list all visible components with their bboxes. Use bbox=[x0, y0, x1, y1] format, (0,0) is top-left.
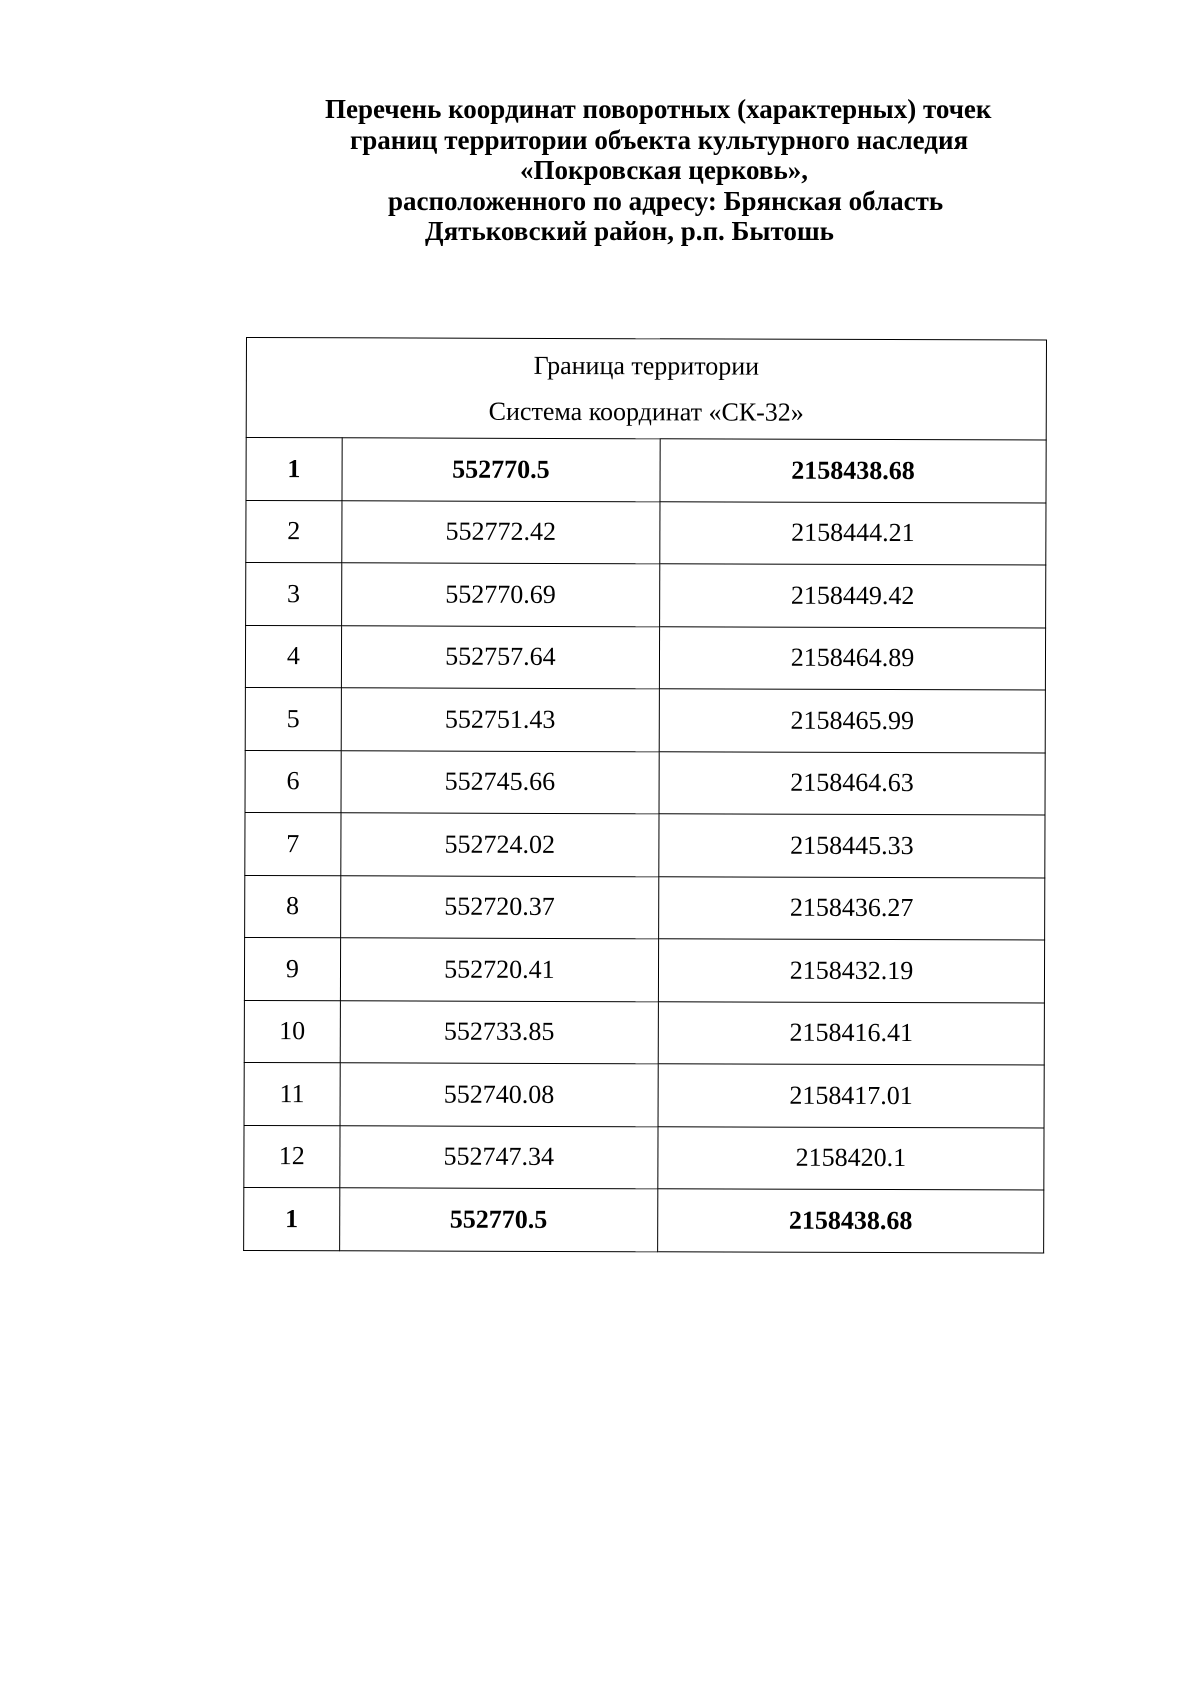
x-coordinate-cell: 552733.85 bbox=[340, 1000, 658, 1063]
point-number-cell: 10 bbox=[244, 1000, 340, 1063]
y-coordinate-cell: 2158432.19 bbox=[658, 939, 1044, 1003]
x-coordinate-cell: 552747.34 bbox=[340, 1125, 658, 1188]
table-header-row bbox=[246, 338, 1046, 441]
x-coordinate-cell: 552770.69 bbox=[341, 563, 659, 626]
y-coordinate-cell: 2158449.42 bbox=[660, 564, 1046, 628]
table-row bbox=[244, 1062, 1044, 1127]
y-coordinate-cell: 2158445.33 bbox=[659, 814, 1045, 878]
table-row bbox=[245, 625, 1045, 690]
coordinate-system-label: Система координат «СК-32» bbox=[488, 396, 804, 427]
point-number-cell: 2 bbox=[246, 500, 342, 563]
table-row bbox=[244, 1125, 1044, 1190]
table-row bbox=[246, 438, 1046, 503]
title-line: Дятьковский район, р.п. Бытошь bbox=[425, 216, 834, 246]
document-title bbox=[300, 94, 992, 247]
x-coordinate-cell: 552770.5 bbox=[342, 438, 660, 501]
x-coordinate-cell: 552720.37 bbox=[340, 875, 658, 938]
point-number-cell: 6 bbox=[245, 750, 341, 813]
x-coordinate-cell: 552745.66 bbox=[341, 750, 659, 813]
point-number-cell: 12 bbox=[244, 1125, 340, 1188]
x-coordinate-cell: 552757.64 bbox=[341, 625, 659, 688]
table-row bbox=[245, 875, 1045, 940]
table-row bbox=[246, 563, 1046, 628]
y-coordinate-cell: 2158416.41 bbox=[658, 1001, 1044, 1065]
x-coordinate-cell: 552740.08 bbox=[340, 1063, 658, 1126]
x-coordinate-cell: 552724.02 bbox=[341, 813, 659, 876]
table-row bbox=[244, 937, 1044, 1002]
table-row bbox=[246, 500, 1046, 565]
title-line: «Покровская церковь», bbox=[520, 155, 808, 185]
y-coordinate-cell: 2158436.27 bbox=[659, 876, 1045, 940]
title-line: расположенного по адресу: Брянская область bbox=[388, 185, 944, 216]
boundary-label: Граница территории bbox=[533, 350, 760, 381]
table-header-cell bbox=[246, 338, 1046, 441]
y-coordinate-cell: 2158465.99 bbox=[659, 689, 1045, 753]
y-coordinate-cell: 2158464.89 bbox=[659, 626, 1045, 690]
x-coordinate-cell: 552751.43 bbox=[341, 688, 659, 751]
table-row bbox=[244, 1000, 1044, 1065]
point-number-cell: 1 bbox=[246, 438, 342, 501]
x-coordinate-cell: 552720.41 bbox=[340, 938, 658, 1001]
point-number-cell: 11 bbox=[244, 1062, 340, 1125]
point-number-cell: 1 bbox=[244, 1187, 340, 1250]
title-line: границ территории объекта культурного наследия bbox=[350, 124, 969, 155]
title-line: Перечень координат поворотных (характерных) точек bbox=[325, 94, 992, 124]
point-number-cell: 9 bbox=[244, 937, 340, 1000]
point-number-cell: 3 bbox=[246, 563, 342, 626]
point-number-cell: 5 bbox=[245, 687, 341, 750]
y-coordinate-cell: 2158438.68 bbox=[660, 439, 1046, 503]
x-coordinate-cell: 552770.5 bbox=[339, 1188, 657, 1251]
point-number-cell: 8 bbox=[245, 875, 341, 938]
y-coordinate-cell: 2158417.01 bbox=[658, 1064, 1044, 1128]
coordinates-table bbox=[243, 337, 1047, 1253]
y-coordinate-cell: 2158438.68 bbox=[658, 1189, 1044, 1253]
y-coordinate-cell: 2158444.21 bbox=[660, 501, 1046, 565]
table-row bbox=[245, 750, 1045, 815]
point-number-cell: 4 bbox=[245, 625, 341, 688]
y-coordinate-cell: 2158420.1 bbox=[658, 1126, 1044, 1190]
table-row bbox=[244, 1187, 1044, 1252]
table-row bbox=[245, 687, 1045, 752]
y-coordinate-cell: 2158464.63 bbox=[659, 751, 1045, 815]
x-coordinate-cell: 552772.42 bbox=[342, 500, 660, 563]
point-number-cell: 7 bbox=[245, 812, 341, 875]
table-row bbox=[245, 812, 1045, 877]
